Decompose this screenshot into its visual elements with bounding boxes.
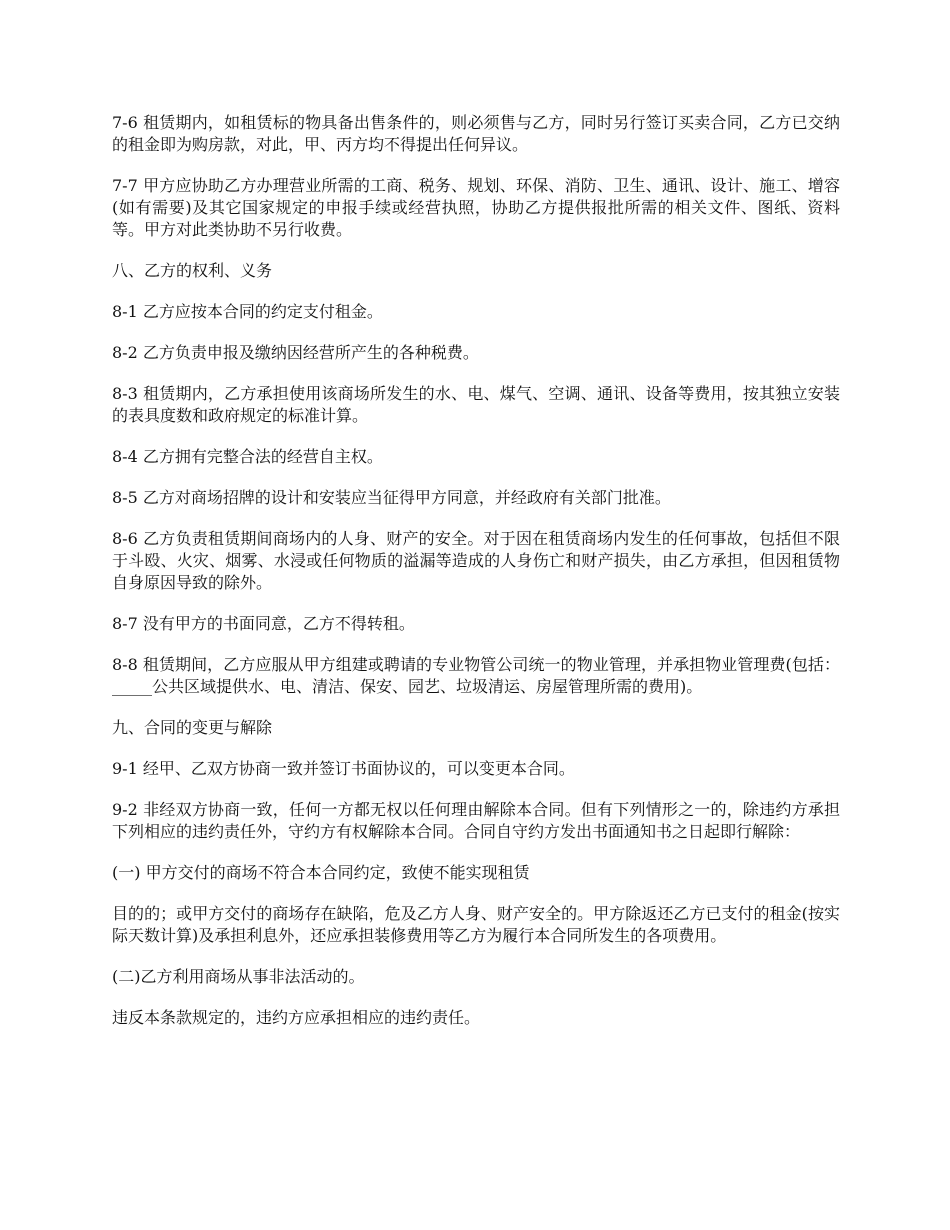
clause-9-2: 9-2 非经双方协商一致，任何一方都无权以任何理由解除本合同。但有下列情形之一的，除违约方承担下列相应的违约责任外，守约方有权解除本合同。合同自守约方发出书面通知书之日起即行解除： [112, 800, 840, 841]
clause-9-1: 9-1 经甲、乙双方协商一致并签订书面协议的，可以变更本合同。 [112, 759, 575, 778]
section-heading-8: 八、乙方的权利、义务 [112, 261, 273, 280]
section-heading-9: 九、合同的变更与解除 [112, 718, 273, 737]
clause-7-7: 7-7 甲方应协助乙方办理营业所需的工商、税务、规划、环保、消防、卫生、通讯、设计、施工、增容(如有需要)及其它国家规定的申报手续或经营执照，协助乙方提供报批所需的相关文件、图纸、资料等。甲方对此类协助不另行收费。 [112, 176, 840, 239]
document-page [112, 112, 840, 1048]
clause-9-2-item-1-continued: 目的的；或甲方交付的商场存在缺陷，危及乙方人身、财产安全的。甲方除返还乙方已支付的租金(按实际天数计算)及承担利息外，还应承担装修费用等乙方为履行本合同所发生的各项费用。 [112, 904, 840, 945]
clause-8-8: 8-8 租赁期间，乙方应服从甲方组建或聘请的专业物管公司统一的物业管理，并承担物业管理费(包括：_____公共区域提供水、电、清洁、保安、园艺、垃圾清运、房屋管理所需的费用)。 [112, 655, 840, 696]
clause-7-6: 7-6 租赁期内，如租赁标的物具备出售条件的，则必须售与乙方，同时另行签订买卖合同，乙方已交纳的租金即为购房款，对此，甲、丙方均不得提出任何异议。 [112, 113, 840, 154]
clause-8-2: 8-2 乙方负责申报及缴纳因经营所产生的各种税费。 [112, 343, 479, 362]
clause-8-6: 8-6 乙方负责租赁期间商场内的人身、财产的安全。对于因在租赁商场内发生的任何事故，包括但不限于斗殴、火灾、烟雾、水浸或任何物质的溢漏等造成的人身伤亡和财产损失，由乙方承担，但因租赁物自身原因导致的除外。 [112, 529, 840, 592]
clause-9-2-item-2: (二)乙方利用商场从事非法活动的。 [112, 967, 365, 986]
clause-8-3: 8-3 租赁期内，乙方承担使用该商场所发生的水、电、煤气、空调、通讯、设备等费用，按其独立安装的表具度数和政府规定的标准计算。 [112, 384, 840, 425]
clause-8-4: 8-4 乙方拥有完整合法的经营自主权。 [112, 447, 383, 466]
clause-8-1: 8-1 乙方应按本合同的约定支付租金。 [112, 302, 383, 321]
clause-9-2-note: 违反本条款规定的，违约方应承担相应的违约责任。 [112, 1008, 481, 1027]
clause-8-5: 8-5 乙方对商场招牌的设计和安装应当征得甲方同意，并经政府有关部门批准。 [112, 488, 671, 507]
clause-9-2-item-1: (一) 甲方交付的商场不符合本合同约定，致使不能实现租赁 [112, 863, 530, 882]
clause-8-7: 8-7 没有甲方的书面同意，乙方不得转租。 [112, 614, 415, 633]
